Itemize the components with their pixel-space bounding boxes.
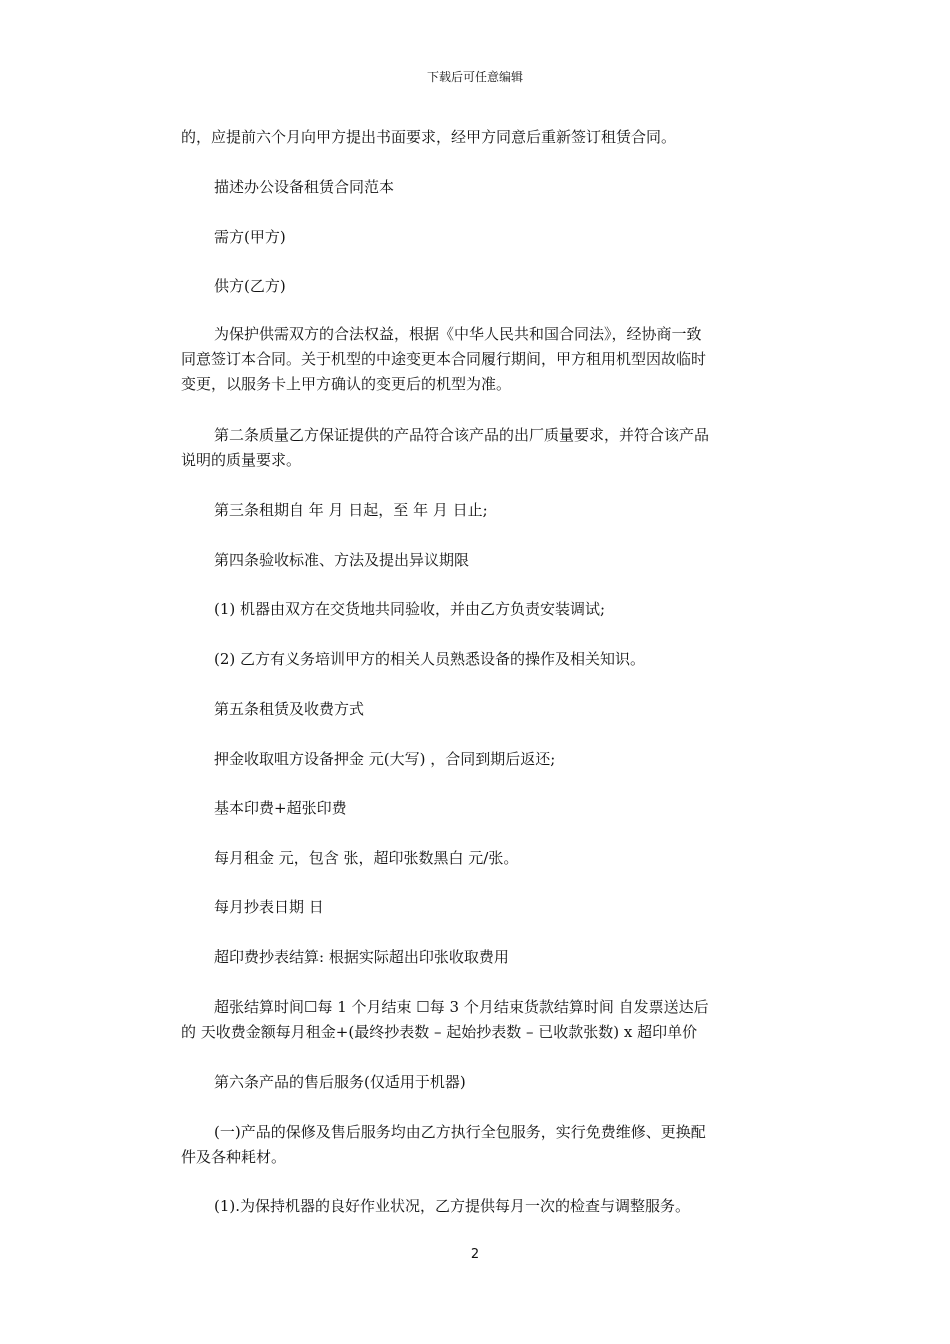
paragraph-maintenance xyxy=(181,1194,781,1219)
paragraph-excess-settlement xyxy=(181,945,781,970)
text-line: 的 天收费金额每月租金+(最终抄表数 – 起始抄表数 – 已收款张数) x 超印单价 xyxy=(181,1023,698,1041)
text-line: 需方(甲方) xyxy=(214,228,286,246)
text-line: 变更，以服务卡上甲方确认的变更后的机型为准。 xyxy=(181,375,512,393)
paragraph-article-5 xyxy=(181,697,781,722)
text-line: 说明的质量要求。 xyxy=(181,451,302,469)
paragraph-article-6 xyxy=(181,1070,781,1095)
paragraph-party-a xyxy=(181,225,781,250)
text-line: 基本印费+超张印费 xyxy=(214,799,347,817)
paragraph-settlement-time xyxy=(181,995,781,1045)
text-line: 第五条租赁及收费方式 xyxy=(214,700,365,718)
text-line: 描述办公设备租赁合同范本 xyxy=(214,178,395,196)
paragraph-party-b xyxy=(181,274,781,299)
text-line: 押金收取咀方设备押金 元(大写) ，合同到期后返还; xyxy=(214,750,556,768)
paragraph-meter-date xyxy=(181,895,781,920)
paragraph-continuation xyxy=(181,125,781,150)
paragraph-deposit xyxy=(181,747,781,772)
text-line: (1) 机器由双方在交货地共同验收，并由乙方负责安装调试; xyxy=(214,600,606,618)
paragraph-item-2 xyxy=(181,647,781,672)
text-line: 超印费抄表结算: 根据实际超出印张收取费用 xyxy=(214,948,509,966)
text-line: 超张结算时间☐每 1 个月结束 ☐每 3 个月结束货款结算时间 自发票送达后 xyxy=(214,998,709,1016)
paragraph-article-4 xyxy=(181,548,781,573)
text-line: (1).为保持机器的良好作业状况，乙方提供每月一次的检查与调整服务。 xyxy=(214,1197,691,1215)
paragraph-article-2 xyxy=(181,423,781,473)
text-line: (2) 乙方有义务培训甲方的相关人员熟悉设备的操作及相关知识。 xyxy=(214,650,646,668)
page-header: 下载后可任意编辑 xyxy=(426,70,523,84)
paragraph-title xyxy=(181,175,781,200)
text-line: 第三条租期自 年 月 日起，至 年 月 日止; xyxy=(214,501,488,519)
text-line: 第四条验收标准、方法及提出异议期限 xyxy=(214,551,470,569)
text-line: 的，应提前六个月向甲方提出书面要求，经甲方同意后重新签订租赁合同。 xyxy=(181,128,677,146)
text-line: 第二条质量乙方保证提供的产品符合该产品的出厂质量要求，并符合该产品 xyxy=(214,426,710,444)
paragraph-preamble xyxy=(181,322,781,397)
paragraph-article-3 xyxy=(181,498,781,523)
text-line: 每月租金 元，包含 张，超印张数黑白 元/张。 xyxy=(214,849,519,867)
text-line: 为保护供需双方的合法权益，根据《中华人民共和国合同法》，经协商一致 xyxy=(214,325,702,343)
text-line: 同意签订本合同。关于机型的中途变更本合同履行期间，甲方租用机型因故临时 xyxy=(181,350,707,368)
text-line: 供方(乙方) xyxy=(214,277,286,295)
paragraph-item-1 xyxy=(181,597,781,622)
paragraph-basic-fee xyxy=(181,796,781,821)
paragraph-monthly-rent xyxy=(181,846,781,871)
text-line: 第六条产品的售后服务(仅适用于机器) xyxy=(214,1073,466,1091)
page-number: 2 xyxy=(470,1247,480,1262)
text-line: 件及各种耗材。 xyxy=(181,1148,287,1166)
paragraph-warranty xyxy=(181,1120,781,1170)
text-line: 每月抄表日期 日 xyxy=(214,898,324,916)
text-line: (一)产品的保修及售后服务均由乙方执行全包服务，实行免费维修、更换配 xyxy=(214,1123,706,1141)
